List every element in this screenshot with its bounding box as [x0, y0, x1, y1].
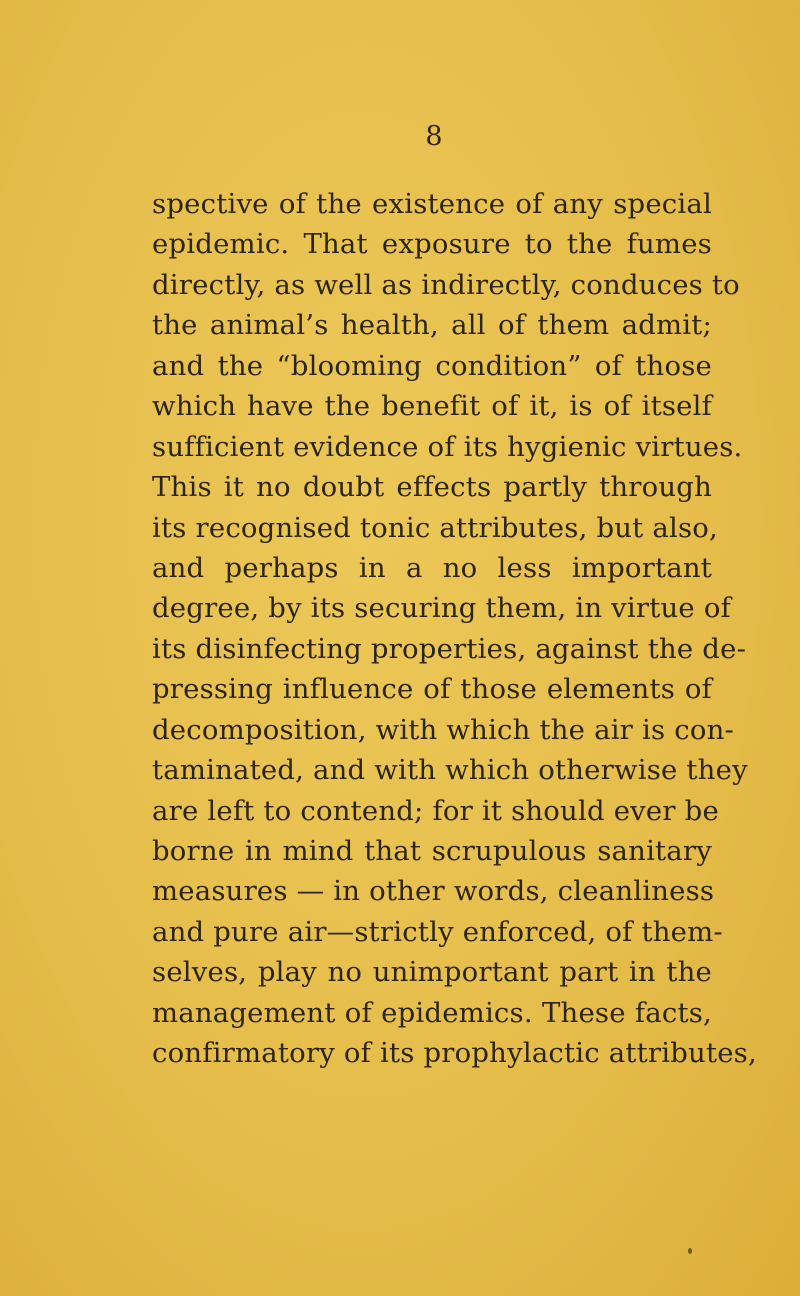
- text-line: its disinfecting properties, against the de-: [152, 632, 747, 665]
- text-line: sufficient evidence of its hygienic virtues.: [152, 430, 743, 463]
- text-line: and perhaps in a no less important: [152, 551, 712, 584]
- text-line: the animal’s health, all of them admit;: [152, 309, 712, 342]
- text-line: This it no doubt effects partly through: [152, 471, 712, 504]
- body-text: [152, 184, 757, 1074]
- page-number: 8: [425, 121, 443, 152]
- text-line: epidemic. That exposure to the fumes: [152, 228, 712, 261]
- text-line: its recognised tonic attributes, but also,: [152, 511, 718, 544]
- text-line: decomposition, with which the air is con-: [152, 713, 734, 746]
- text-line: management of epidemics. These facts,: [152, 996, 712, 1029]
- text-line: and the “blooming condition” of those: [152, 349, 712, 382]
- text-line: spective of the existence of any special: [152, 188, 712, 220]
- text-line: are left to contend; for it should ever be: [152, 794, 719, 827]
- text-line: directly, as well as indirectly, conduces to: [152, 268, 740, 301]
- text-line: selves, play no unimportant part in the: [152, 956, 712, 989]
- text-line: which have the benefit of it, is of itself: [152, 390, 712, 423]
- text-line: and pure air—strictly enforced, of them-: [152, 915, 723, 948]
- text-line: measures — in other words, cleanliness: [152, 875, 715, 908]
- text-line: confirmatory of its prophylactic attributes,: [152, 1037, 757, 1070]
- text-line: borne in mind that scrupulous sanitary: [152, 835, 712, 867]
- text-line: taminated, and with which otherwise they: [152, 754, 748, 787]
- text-line: pressing influence of those elements of: [152, 673, 712, 706]
- paper-speck: [688, 1248, 692, 1254]
- text-line: degree, by its securing them, in virtue of: [152, 592, 731, 625]
